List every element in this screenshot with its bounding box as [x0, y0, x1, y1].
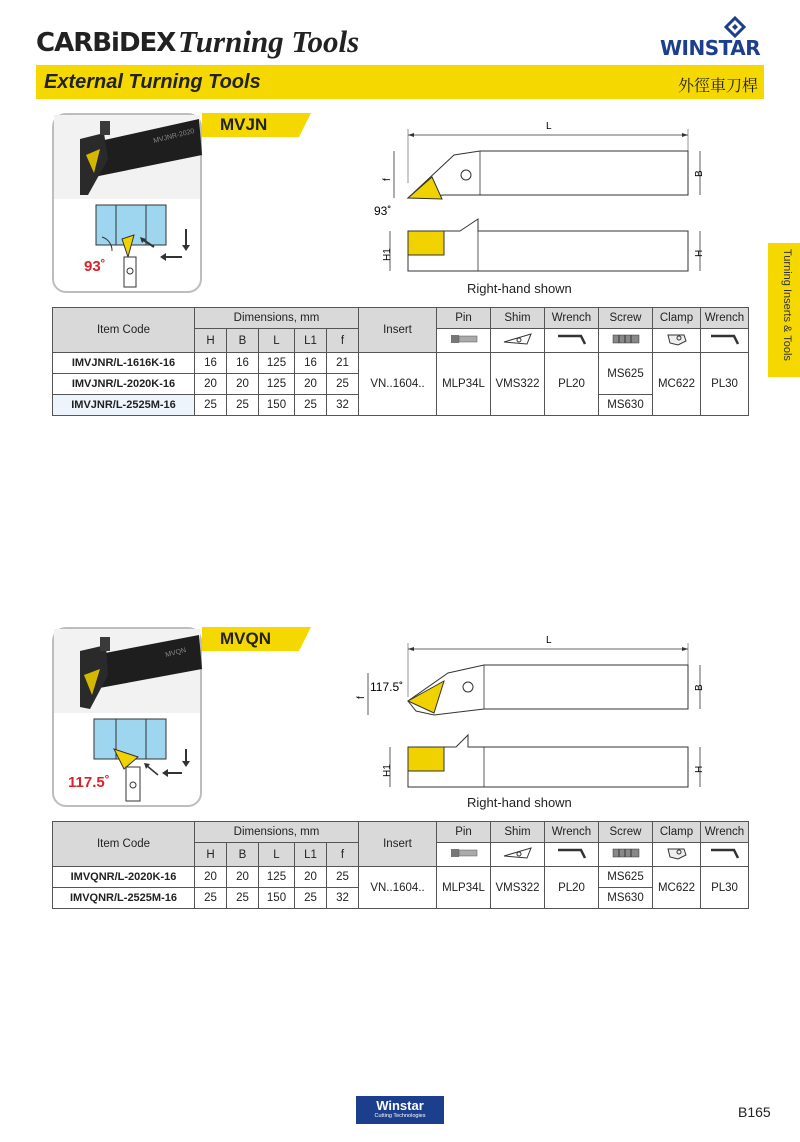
band-title: External Turning Tools	[44, 71, 261, 93]
approach-angle-label: 117.5˚	[68, 774, 110, 791]
col-L: L	[259, 329, 295, 353]
dim-f-label: f	[356, 696, 367, 699]
spec-table	[52, 307, 749, 416]
clamp-icon	[662, 331, 692, 347]
clamp-icon	[662, 845, 692, 861]
wrench2-icon	[708, 332, 742, 346]
wrench2-cell	[701, 843, 749, 867]
wrench2-value: PL30	[701, 353, 749, 416]
dim-H-label: H	[694, 249, 705, 257]
clamp-value: MC622	[653, 353, 701, 416]
footer-logo-word: Winstar	[376, 1098, 424, 1113]
spec-table	[52, 821, 749, 909]
col-f: f	[327, 843, 359, 867]
clamp-cell	[653, 329, 701, 353]
col-clamp: Clamp	[653, 308, 701, 329]
technical-drawing	[356, 627, 720, 807]
col-L1: L1	[295, 843, 327, 867]
dim-L-label: L	[546, 121, 552, 132]
dim-H1-label: H1	[382, 248, 393, 261]
tool-photo-box	[52, 113, 202, 293]
col-dimensions: Dimensions, mm	[195, 822, 359, 843]
col-wrench2: Wrench	[701, 308, 749, 329]
col-screw: Screw	[599, 822, 653, 843]
page-number: B165	[738, 1104, 771, 1120]
right-hand-caption: Right-hand shown	[467, 795, 572, 810]
table-row: IMVJNR/L-2525M-16 25 25 150 25 32 MS630	[53, 395, 749, 416]
col-wrench2: Wrench	[701, 822, 749, 843]
model-label: MVQN	[202, 627, 299, 651]
shim-value: VMS322	[491, 867, 545, 909]
right-hand-caption: Right-hand shown	[467, 281, 572, 296]
section-band	[36, 65, 764, 99]
col-shim: Shim	[491, 308, 545, 329]
dim-H1-label: H1	[382, 764, 393, 777]
winstar-diamond-icon	[660, 16, 764, 38]
col-shim: Shim	[491, 822, 545, 843]
col-screw: Screw	[599, 308, 653, 329]
shim-cell	[491, 329, 545, 353]
dim-f-label: f	[382, 178, 393, 181]
screw-icon	[609, 846, 643, 860]
winstar-wordmark: WINSTAR	[660, 36, 761, 60]
shim-icon	[501, 332, 535, 346]
wrench-icon	[555, 846, 589, 860]
col-wrench: Wrench	[545, 822, 599, 843]
approach-angle-diagram	[54, 199, 204, 295]
tool-holder-photo-icon	[54, 629, 204, 713]
wrench-cell	[545, 329, 599, 353]
pin-icon	[447, 332, 481, 346]
table-row: IMVQNR/L-2525M-16 25 25 150 25 32 MS630	[53, 888, 749, 909]
approach-angle-diagram	[54, 713, 204, 809]
shim-value: VMS322	[491, 353, 545, 416]
dim-L-label: L	[546, 635, 552, 646]
section-mvqn	[0, 627, 800, 917]
technical-drawing	[360, 113, 720, 293]
screw-value: MS625	[599, 867, 653, 888]
dim-B-label: B	[694, 170, 705, 177]
shim-cell	[491, 843, 545, 867]
col-pin: Pin	[437, 308, 491, 329]
side-tab-label: Turning Inserts & Tools	[781, 249, 793, 361]
col-B: B	[227, 329, 259, 353]
tool-photo	[54, 115, 200, 199]
dim-B-label: B	[694, 684, 705, 691]
col-B: B	[227, 843, 259, 867]
table-row: IMVJNR/L-2020K-16 20 20 125 20 25	[53, 374, 749, 395]
pin-cell	[437, 329, 491, 353]
col-wrench: Wrench	[545, 308, 599, 329]
dim-H-label: H	[694, 765, 705, 773]
insert-value: VN..1604..	[359, 353, 437, 416]
col-insert: Insert	[359, 308, 437, 353]
pin-value: MLP34L	[437, 353, 491, 416]
footer-winstar-logo	[356, 1096, 444, 1124]
screw-value: MS630	[599, 395, 653, 416]
col-clamp: Clamp	[653, 822, 701, 843]
col-dimensions: Dimensions, mm	[195, 308, 359, 329]
col-item-code: Item Code	[53, 308, 195, 353]
clamp-value: MC622	[653, 867, 701, 909]
footer-logo-sub: Cutting Technologies	[374, 1113, 426, 1119]
wrench-value: PL20	[545, 353, 599, 416]
col-L1: L1	[295, 329, 327, 353]
svg-text:MVQN: MVQN	[164, 647, 187, 659]
tool-holder-photo-icon	[54, 115, 204, 199]
col-H: H	[195, 329, 227, 353]
screw-cell	[599, 329, 653, 353]
screw-icon	[609, 332, 643, 346]
wrench2-value: PL30	[701, 867, 749, 909]
band-chinese-title: 外徑車刀桿	[677, 78, 758, 95]
pin-cell	[437, 843, 491, 867]
col-H: H	[195, 843, 227, 867]
col-L: L	[259, 843, 295, 867]
insert-value: VN..1604..	[359, 867, 437, 909]
col-pin: Pin	[437, 822, 491, 843]
col-insert: Insert	[359, 822, 437, 867]
screw-cell	[599, 843, 653, 867]
shim-icon	[501, 846, 535, 860]
pin-value: MLP34L	[437, 867, 491, 909]
col-item-code: Item Code	[53, 822, 195, 867]
wrench-cell	[545, 843, 599, 867]
pin-icon	[447, 846, 481, 860]
screw-value: MS630	[599, 888, 653, 909]
wrench2-cell	[701, 329, 749, 353]
table-row: IMVJNR/L-1616K-16 16 16 125 16 21 VN..1604.. MLP34L VMS322 PL20 MS625 MC622 PL30	[53, 353, 749, 374]
page-title: Turning Tools	[178, 24, 360, 59]
table-row: IMVQNR/L-2020K-16 20 20 125 20 25 VN..1604.. MLP34L VMS322 PL20 MS625 MC622 PL30	[53, 867, 749, 888]
screw-value: MS625	[599, 353, 653, 395]
model-label: MVJN	[202, 113, 299, 137]
approach-angle-label: 93˚	[84, 258, 106, 275]
drawing-angle-label: 117.5˚	[370, 680, 404, 694]
svg-text:MVJNR-2020: MVJNR-2020	[152, 127, 196, 145]
wrench2-icon	[708, 846, 742, 860]
col-f: f	[327, 329, 359, 353]
wrench-icon	[555, 332, 589, 346]
section-mvjn	[0, 113, 800, 423]
clamp-cell	[653, 843, 701, 867]
carbidex-brand: CARBiDEX	[36, 28, 176, 58]
wrench-value: PL20	[545, 867, 599, 909]
drawing-angle-label: 93˚	[374, 204, 392, 218]
tool-photo	[54, 629, 200, 713]
winstar-logo	[660, 16, 764, 58]
